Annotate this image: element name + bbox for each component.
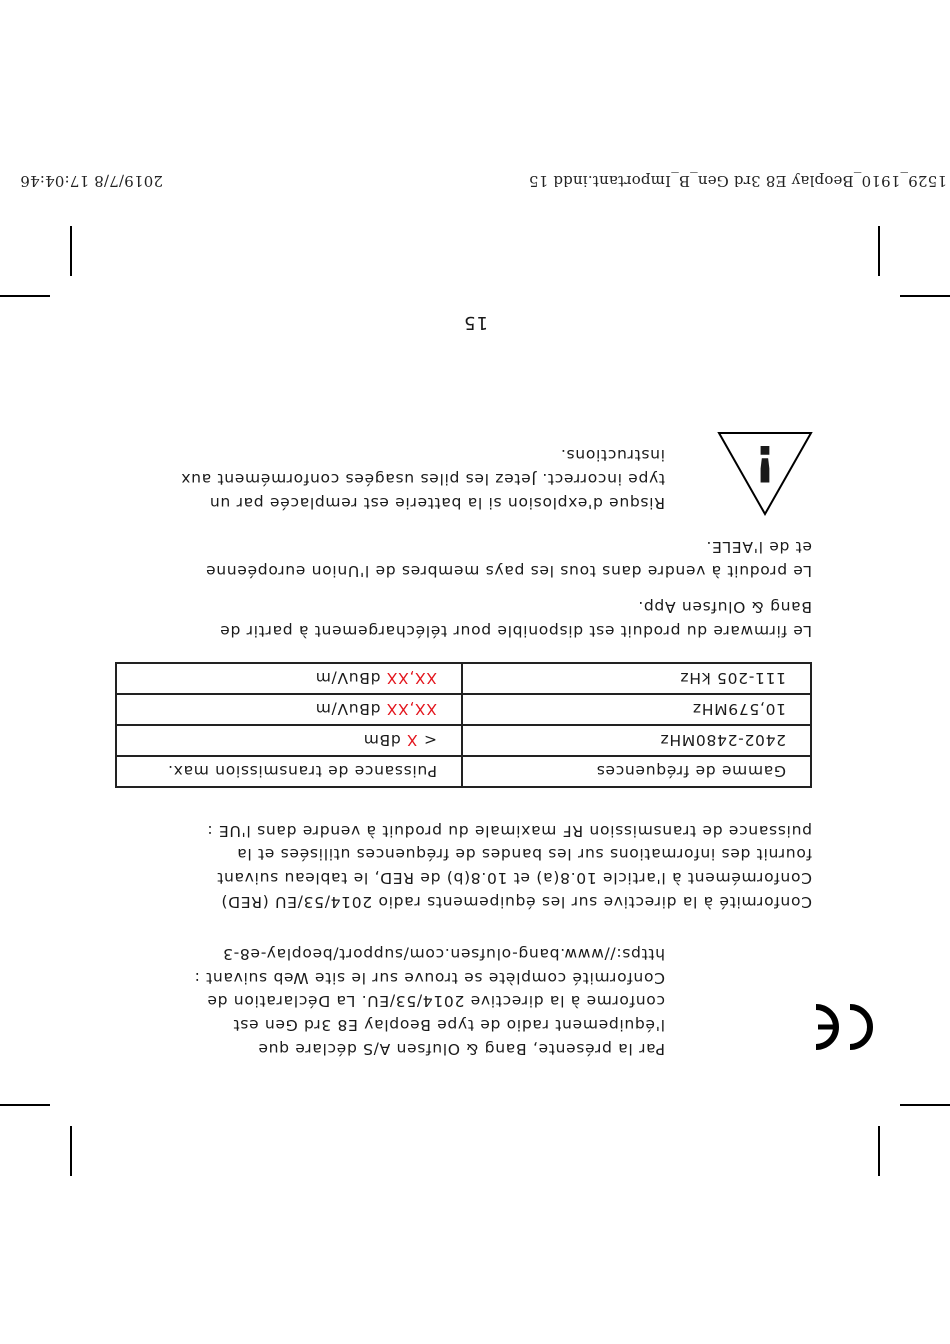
ce-mark-icon (810, 1002, 880, 1052)
firmware-text: Le firmware du produit est disponible pour téléchargement à partir de Bang & Olufsen App. (219, 598, 812, 640)
placeholder-value: XX,XX (386, 669, 437, 688)
page-number: 15 (463, 312, 488, 333)
warning-triangle-icon (717, 431, 813, 516)
crop-mark (0, 296, 50, 298)
placeholder-value: XX,XX (386, 700, 437, 719)
table-header-row (116, 756, 811, 787)
battery-warning-text: Risque d'explosion si la batterie est remplacée par un type incorrect. Jetez les piles usagées conformément aux instructions. (180, 446, 665, 512)
placeholder-value: X (406, 731, 418, 750)
table-cell-frequency: 10,579MHz (462, 694, 811, 725)
table-row (116, 725, 811, 756)
table-row (116, 694, 811, 725)
red-compliance-text: Conformité à la directive sur les équipements radio 2014/53/EU (RED) Conformément à l'article 10.8(a) et 10.8(b) de RED, le tableau suivant fournit des informations sur les bandes de fréquences utilisées et la puissance de transmission RF maximale du produit à vendre dans l'UE : (206, 821, 812, 911)
crop-mark (879, 226, 881, 276)
table-cell-power: XX,XX dBuV/m (116, 663, 462, 694)
warning-symbol: ! (753, 434, 777, 492)
crop-mark (0, 1105, 50, 1107)
table-cell-power: XX,XX dBuV/m (116, 694, 462, 725)
table-cell-frequency: 111-205 kHz (462, 663, 811, 694)
table-header: Gamme de fréquences (462, 756, 811, 787)
sale-countries-text: Le produit à vendre dans tous les pays membres de l'Union européenne et de l'AELE. (205, 538, 812, 580)
crop-mark (900, 1105, 950, 1107)
table-cell-power: < X dBm (116, 725, 462, 756)
frequency-table (115, 662, 812, 788)
slug-filename: 1529_1910_Beoplay E8 3rd Gen_B_Important.indd 15 (528, 172, 947, 190)
crop-mark (71, 1126, 73, 1176)
crop-mark (879, 1126, 881, 1176)
crop-mark (900, 296, 950, 298)
table-row (116, 663, 811, 694)
table-cell-frequency: 2402-2480MHz (462, 725, 811, 756)
crop-mark (71, 226, 73, 276)
table-header: Puissance de transmission max. (116, 756, 462, 787)
slug-datetime: 2019/7/8 17:04:46 (20, 172, 163, 190)
declaration-text: Par la présente, Bang & Olufsen A/S déclare que l'équipement radio de type Beoplay E8 3rd Gen est conforme à la directive 2014/53/EU. La Déclaration de Conformité complète se trouve sur le site Web suivant : https://www.bang-olufsen.com/support/beoplay-e8-3 (193, 944, 665, 1058)
